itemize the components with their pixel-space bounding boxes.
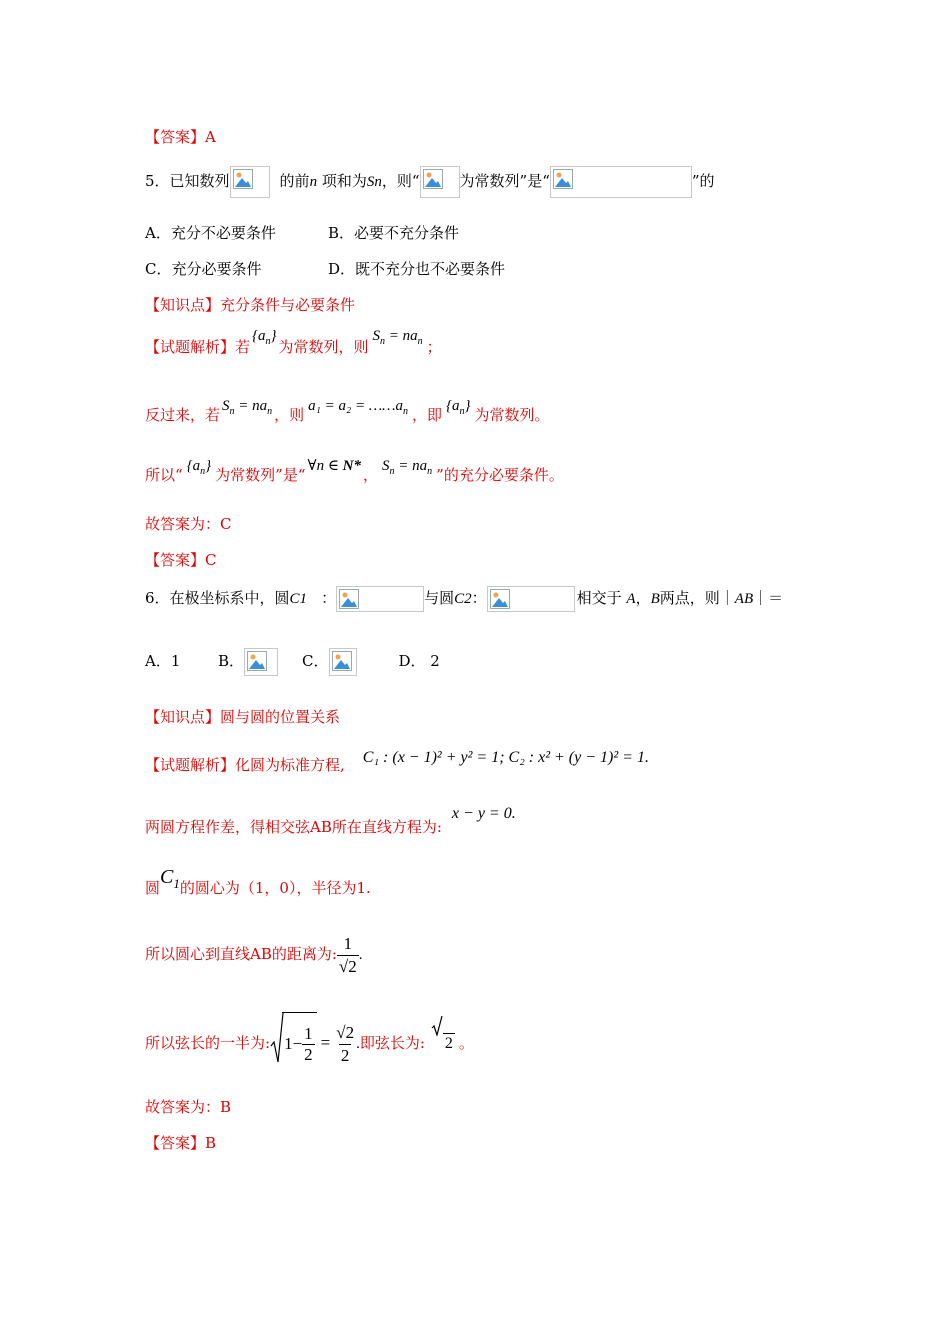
- q5-final: 故答案为：C: [145, 515, 232, 533]
- q5-number: 5．已知数列: [145, 172, 230, 190]
- q6-answer: 【答案】B: [145, 1134, 217, 1152]
- q6-knowledge-point: 【知识点】圆与圆的位置关系: [145, 708, 341, 726]
- math-line-equation: x − y = 0.: [451, 805, 516, 822]
- q5-option-d: D．既不充分也不必要条件: [328, 260, 506, 278]
- broken-image-icon: [244, 648, 278, 676]
- math-chord-length: 2: [431, 1014, 455, 1074]
- math-seq-equal: $a_1 = a_2 = \dots\dots a_n$: [308, 398, 409, 417]
- question-6: 6．在极坐标系中，圆C1 ： 与圆C2： 相交于 A，B两点，则｜AB｜＝: [145, 586, 783, 612]
- math-c1: $C_1$: [160, 866, 180, 891]
- q6-solution-line2: 两圆方程作差，得相交弦AB所在直线方程为:x − y = 0.: [145, 805, 516, 836]
- q6-option-b: B．: [218, 652, 278, 670]
- math-an-set: $\{a_n\}$: [446, 398, 471, 417]
- q6-solution-line5: 所以弦长的一半为: 1− $\frac{1}{2}$ = $\frac{√2}{2}$ .即弦长为: 2 。: [145, 1012, 474, 1074]
- q6-solution-line1: 【试题解析】化圆为标准方程, C₁ : (x − 1)² + y² = 1; C₂ : x² + (y − 1)² = 1.: [145, 749, 649, 774]
- q5-answer: 【答案】C: [145, 551, 217, 569]
- math-sn-nan: $S_n = na_n$: [382, 458, 433, 477]
- q6-option-d: D． 2: [398, 652, 440, 670]
- q6-options: [145, 648, 440, 676]
- broken-image-icon: [420, 166, 460, 198]
- math-half-result: $\frac{√2}{2}$: [336, 1022, 355, 1065]
- broken-image-icon: [550, 166, 692, 198]
- answer-prev: 【答案】A: [145, 128, 216, 146]
- math-distance-fraction: $\frac{1}{√2}$: [338, 933, 357, 976]
- q5-option-b: B．必要不充分条件: [328, 224, 460, 242]
- broken-image-icon: [230, 166, 270, 198]
- math-sn-nan: $S_n = na_n$: [222, 398, 273, 417]
- question-5: 5．已知数列 的前n 项和为Sn，则“ 为常数列”是“ ”的: [145, 166, 715, 198]
- math-an-set: $\{a_n\}$: [186, 458, 212, 477]
- math-half-chord: 1− $\frac{1}{2}$: [270, 1012, 317, 1074]
- q5-solution-line2: 反过来，若 $S_n = na_n$ ，则 $a_1 = a_2 = \dots\dots a_n$ ，即 $\{a_n\}$ 为常数列。: [145, 404, 550, 433]
- math-standard-equations: C₁ : (x − 1)² + y² = 1; C₂ : x² + (y − 1)² = 1.: [362, 749, 649, 766]
- q6-option-c: C．: [302, 652, 356, 670]
- q5-option-a: A．充分不必要条件: [145, 224, 276, 242]
- broken-image-icon: [487, 586, 575, 612]
- math-forall-n: ∀n ∈ N*: [307, 458, 362, 474]
- math-sn-nan: $S_n = na_n$: [372, 328, 423, 347]
- q6-option-a: A．1: [145, 652, 181, 670]
- q5-option-c: C．充分必要条件: [145, 260, 262, 278]
- broken-image-icon: [336, 586, 424, 612]
- broken-image-icon: [329, 648, 357, 676]
- q6-final: 故答案为：B: [145, 1098, 232, 1116]
- q5-solution-line1: 【试题解析】若$\{a_n\}$为常数列，则$S_n = na_n$ ；: [145, 336, 442, 365]
- q6-solution-line4: 所以圆心到直线AB的距离为: $\frac{1}{√2}$ .: [145, 933, 363, 976]
- q5-options-row2: [145, 258, 505, 280]
- q5-knowledge-point: 【知识点】充分条件与必要条件: [145, 296, 356, 314]
- q5-options-row1: [145, 222, 459, 244]
- math-an-set: $\{a_n\}$: [252, 328, 277, 347]
- q5-solution-line3: 所以“ $\{a_n\}$ 为常数列”是“ ∀n ∈ N* ， $S_n = na_n$ ”的充分必要条件。: [145, 464, 564, 493]
- q6-solution-line3: 圆$C_1$的圆心为（1，0），半径为1.: [145, 866, 371, 897]
